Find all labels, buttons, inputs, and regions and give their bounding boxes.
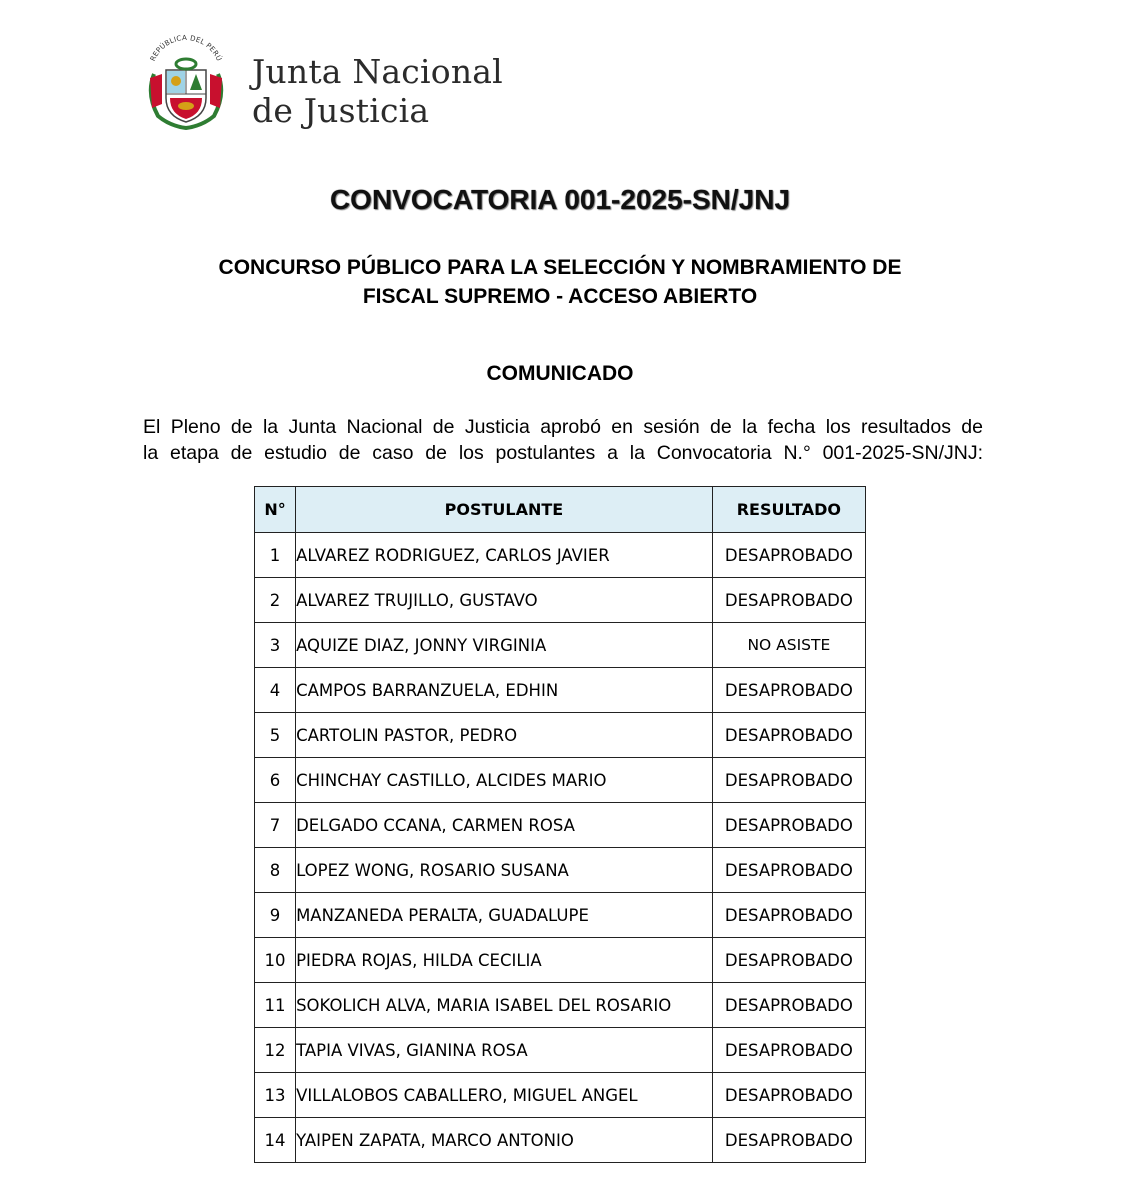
intro-paragraph [143,414,983,466]
row-applicant: PIEDRA ROJAS, HILDA CECILIA [296,938,713,983]
row-number: 7 [255,803,296,848]
coat-of-arms-icon [140,34,232,132]
table-row [255,1073,866,1118]
row-number: 12 [255,1028,296,1073]
results-table [254,486,866,1163]
row-result: DESAPROBADO [712,578,865,623]
row-result: DESAPROBADO [712,1073,865,1118]
row-applicant: CAMPOS BARRANZUELA, EDHIN [296,668,713,713]
table-row [255,533,866,578]
row-number: 3 [255,623,296,668]
table-row [255,578,866,623]
table-row [255,668,866,713]
row-number: 10 [255,938,296,983]
row-number: 4 [255,668,296,713]
institution-name [252,52,503,130]
table-row [255,893,866,938]
row-result: DESAPROBADO [712,848,865,893]
subtitle-line1: CONCURSO PÚBLICO PARA LA SELECCIÓN Y NOMBRAMIENTO DE [218,256,902,279]
row-number: 9 [255,893,296,938]
row-result: DESAPROBADO [712,713,865,758]
table-row [255,938,866,983]
row-result: NO ASISTE [712,623,865,668]
institution-name-line1: Junta Nacional [252,52,503,91]
table-row [255,1118,866,1163]
row-number: 5 [255,713,296,758]
row-result: DESAPROBADO [712,938,865,983]
table-row [255,848,866,893]
row-number: 2 [255,578,296,623]
row-result: DESAPROBADO [712,1028,865,1073]
row-result: DESAPROBADO [712,893,865,938]
row-number: 11 [255,983,296,1028]
table-row [255,623,866,668]
row-number: 13 [255,1073,296,1118]
table-row [255,983,866,1028]
row-applicant: ALVAREZ TRUJILLO, GUSTAVO [296,578,713,623]
table-row [255,758,866,803]
row-number: 14 [255,1118,296,1163]
section-heading: COMUNICADO [486,362,634,385]
institution-name-line2: de Justicia [252,91,430,130]
seal-text: REPÚBLICA DEL PERÚ [148,34,224,63]
institution-logo [140,34,503,134]
header-number: N° [255,487,296,533]
subtitle-line2: FISCAL SUPREMO - ACCESO ABIERTO [362,285,758,308]
row-number: 6 [255,758,296,803]
page-title: CONVOCATORIA 001-2025-SN/JNJ [329,184,791,215]
row-result: DESAPROBADO [712,533,865,578]
row-number: 1 [255,533,296,578]
table-header-row [255,487,866,533]
table-row [255,803,866,848]
row-applicant: LOPEZ WONG, ROSARIO SUSANA [296,848,713,893]
intro-line1: El Pleno de la Junta Nacional de Justicia aprobó en sesión de la fecha los resultados de [143,416,983,438]
table-row [255,1028,866,1073]
row-result: DESAPROBADO [712,983,865,1028]
row-applicant: MANZANEDA PERALTA, GUADALUPE [296,893,713,938]
row-result: DESAPROBADO [712,803,865,848]
row-applicant: CARTOLIN PASTOR, PEDRO [296,713,713,758]
row-result: DESAPROBADO [712,758,865,803]
row-result: DESAPROBADO [712,668,865,713]
row-number: 8 [255,848,296,893]
subtitle [0,253,1120,311]
row-applicant: DELGADO CCANA, CARMEN ROSA [296,803,713,848]
row-applicant: TAPIA VIVAS, GIANINA ROSA [296,1028,713,1073]
row-applicant: ALVAREZ RODRIGUEZ, CARLOS JAVIER [296,533,713,578]
row-applicant: YAIPEN ZAPATA, MARCO ANTONIO [296,1118,713,1163]
row-applicant: VILLALOBOS CABALLERO, MIGUEL ANGEL [296,1073,713,1118]
row-result: DESAPROBADO [712,1118,865,1163]
row-applicant: CHINCHAY CASTILLO, ALCIDES MARIO [296,758,713,803]
row-applicant: SOKOLICH ALVA, MARIA ISABEL DEL ROSARIO [296,983,713,1028]
intro-line2: la etapa de estudio de caso de los postulantes a la Convocatoria N.° 001-2025-SN/JNJ: [143,442,983,464]
header-applicant: POSTULANTE [296,487,713,533]
header-result: RESULTADO [712,487,865,533]
row-applicant: AQUIZE DIAZ, JONNY VIRGINIA [296,623,713,668]
table-row [255,713,866,758]
